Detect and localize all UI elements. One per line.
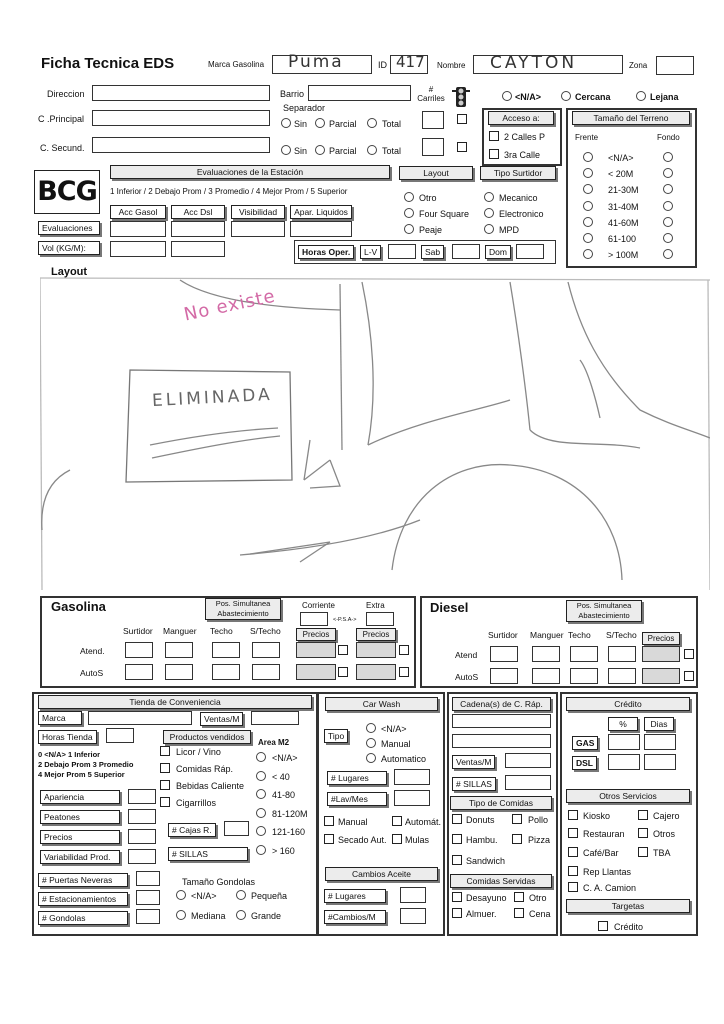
layout-opt-label-1: Four Square — [419, 209, 470, 219]
tienda-rating-field-0[interactable] — [128, 789, 156, 804]
layout-opt-radio-0[interactable] — [404, 192, 414, 202]
cw-mulas-checkbox[interactable] — [392, 834, 402, 844]
area-label-0: <N/A> — [272, 753, 298, 763]
carwash-auto-radio[interactable] — [366, 753, 376, 763]
otro-servicio-checkbox-7[interactable] — [568, 882, 578, 892]
sep2-total-label: Total — [382, 146, 402, 156]
otro-servicio-label-6: Rep Llantas — [583, 867, 632, 877]
credito-gas-pct-field[interactable] — [608, 734, 640, 750]
c-secund-label: C. Secund. — [40, 143, 85, 153]
credito-gas-dias-field[interactable] — [644, 734, 676, 750]
direccion-field[interactable] — [92, 85, 270, 101]
tienda-sillas-label: # SILLAS — [168, 847, 248, 861]
gasolina-precios-a: Precios — [296, 628, 336, 641]
gondola-na-radio[interactable] — [176, 890, 186, 900]
producto-label-2: Bebidas Caliente — [176, 781, 245, 791]
fondo-radio-0[interactable] — [663, 152, 673, 162]
tienda-scale-2: 2 Debajo Prom 3 Promedio — [38, 760, 134, 769]
area-radio-2[interactable] — [256, 789, 266, 799]
cw-secado-label: Secado Aut. — [338, 835, 387, 845]
c-secund-field[interactable] — [92, 137, 270, 153]
horas-sab-field[interactable] — [452, 244, 480, 259]
tienda-rating-label-3: Variabilidad Prod. — [40, 850, 120, 864]
gasolina-psa-label: <-P.S.A-> — [333, 617, 357, 623]
horas-lv-label: L-V — [360, 245, 381, 259]
credito-gas-label: GAS — [572, 736, 598, 750]
otro-servicio-checkbox-2[interactable] — [568, 828, 578, 838]
carwash-tipo-label: Tipo — [324, 729, 348, 743]
gasolina-extra-label: Extra — [366, 601, 385, 610]
carwash-title: Car Wash — [325, 697, 438, 711]
hambu-label: Hambu. — [466, 835, 498, 845]
vol-acc-gasol-field[interactable] — [110, 241, 166, 257]
gasolina-precio-check-1-0[interactable] — [338, 667, 348, 677]
layout-sketch — [40, 270, 710, 590]
horas-dom-field[interactable] — [516, 244, 544, 259]
surtidor-opt-radio-2[interactable] — [484, 224, 494, 234]
terreno-size-label-6: > 100M — [608, 250, 639, 261]
hambu-checkbox[interactable] — [452, 834, 462, 844]
otro-servicio-checkbox-5[interactable] — [638, 847, 648, 857]
sandwich-label: Sandwich — [466, 856, 506, 866]
otro-servicio-checkbox-3[interactable] — [638, 828, 648, 838]
cambios-lugares-field[interactable] — [400, 887, 426, 903]
eval-visibilidad-field[interactable] — [231, 221, 285, 237]
pollo-checkbox[interactable] — [512, 814, 522, 824]
diesel-pos-sim: Pos. Simultanea Abastecimiento — [566, 600, 642, 622]
otro-servicio-label-3: Otros — [653, 829, 676, 839]
sep1-total-radio[interactable] — [367, 118, 377, 128]
gasolina-precios-b: Precios — [356, 628, 396, 641]
pizza-checkbox[interactable] — [512, 834, 522, 844]
otro-servicio-checkbox-0[interactable] — [568, 810, 578, 820]
gondola-mediana-radio[interactable] — [176, 910, 186, 920]
barrio-label: Barrio — [280, 89, 305, 99]
tienda-rating-label-2: Precios — [40, 830, 120, 844]
cadenas-ventas-label: Ventas/M — [452, 755, 495, 769]
donuts-checkbox[interactable] — [452, 814, 462, 824]
gasolina-precio-check-0-1[interactable] — [399, 645, 409, 655]
otro-servicio-label-0: Kiosko — [583, 811, 611, 821]
gasolina-cell-0-2[interactable] — [212, 642, 240, 658]
carriles2-field[interactable] — [422, 138, 444, 156]
surtidor-opt-label-0: Mecanico — [499, 193, 538, 203]
cena-checkbox[interactable] — [514, 908, 524, 918]
diesel-precio-cell-0-0[interactable] — [642, 646, 680, 662]
tienda-scale-3: 4 Mejor Prom 5 Superior — [38, 770, 125, 779]
terreno-size-label-0: <N/A> — [608, 153, 634, 163]
form-title: Ficha Tecnica EDS — [41, 55, 175, 72]
estacionamientos-label: # Estacionamientos — [38, 892, 128, 906]
credito-title: Crédito — [566, 697, 690, 711]
cw-automat-label: Automát. — [405, 817, 442, 827]
otro-servicio-label-1: Cajero — [653, 811, 680, 821]
horas-lv-field[interactable] — [388, 244, 416, 259]
cw-manual-checkbox[interactable] — [324, 816, 334, 826]
bcg-logo — [34, 170, 100, 214]
sep1-sin-label: Sin — [294, 119, 308, 129]
layout-opt-radio-1[interactable] — [404, 208, 414, 218]
layout-opt-label-0: Otro — [419, 193, 437, 203]
cadenas-sillas-field[interactable] — [505, 775, 551, 790]
desayuno-label: Desayuno — [466, 893, 507, 903]
desayuno-checkbox[interactable] — [452, 892, 462, 902]
producto-checkbox-3[interactable] — [160, 797, 170, 807]
surtidor-title: Tipo Surtidor — [480, 166, 556, 180]
tienda-rating-field-2[interactable] — [128, 829, 156, 844]
sep2-total-radio[interactable] — [367, 145, 377, 155]
semaforo2-checkbox[interactable] — [457, 142, 467, 152]
gasolina-cell-1-3[interactable] — [252, 664, 280, 680]
targeta-credito-label: Crédito — [614, 922, 644, 932]
almuer-label: Almuer. — [466, 909, 497, 919]
gasolina-col-1: Manguer — [163, 626, 197, 636]
fondo-radio-4[interactable] — [663, 217, 673, 227]
layout-opt-radio-2[interactable] — [404, 224, 414, 234]
gasolina-cell-0-3[interactable] — [252, 642, 280, 658]
almuer-checkbox[interactable] — [452, 908, 462, 918]
gasolina-precio-cell-0-1[interactable] — [356, 642, 396, 658]
diesel-col-1: Manguer — [530, 630, 564, 640]
cambios-mes-field[interactable] — [400, 908, 426, 924]
otro-comida-label: Otro — [529, 893, 547, 903]
tipo-comidas-title: Tipo de Comidas — [450, 796, 552, 810]
area-label-4: 121-160 — [272, 827, 306, 837]
gasolina-precio-cell-1-0[interactable] — [296, 664, 336, 680]
horas-sab-label: Sab — [421, 245, 444, 259]
gasolina-pos-sim: Pos. Simultanea Abastecimiento — [205, 598, 281, 620]
pizza-label: Pizza — [528, 835, 551, 845]
diesel-cell-0-0[interactable] — [490, 646, 518, 662]
c-principal-field[interactable] — [92, 110, 270, 126]
calles-p-label: 2 Calles P — [504, 132, 546, 142]
diesel-cell-1-0[interactable] — [490, 668, 518, 684]
frente-radio-4[interactable] — [583, 217, 593, 227]
productos-title: Productos vendidos — [163, 730, 251, 744]
producto-checkbox-2[interactable] — [160, 780, 170, 790]
gasolina-corriente-label: Corriente — [302, 601, 335, 610]
diesel-precio-check-0-0[interactable] — [684, 649, 694, 659]
layout-opts-title: Layout — [399, 166, 473, 180]
nombre-value: CAYTON — [490, 53, 578, 73]
eval-col-acc-gasol: Acc Gasol — [110, 205, 166, 219]
horas-tienda-label: Horas Tienda — [38, 730, 97, 744]
carwash-manual-label: Manual — [381, 739, 411, 749]
no-existe-annotation: No existe — [182, 285, 278, 326]
cw-secado-checkbox[interactable] — [324, 834, 334, 844]
otro-servicio-label-2: Restauran — [583, 829, 625, 839]
tienda-rating-label-0: Apariencia — [40, 790, 120, 804]
area-label-3: 81-120M — [272, 808, 308, 819]
terreno-size-label-2: 21-30M — [608, 185, 639, 196]
cadenas-ventas-field[interactable] — [505, 753, 551, 768]
diesel-cell-0-2[interactable] — [570, 646, 598, 662]
cw-automat-checkbox[interactable] — [392, 816, 402, 826]
cw-manual-label: Manual — [338, 817, 368, 827]
cadenas-field-1[interactable] — [452, 714, 551, 728]
credito-dsl-label: DSL — [572, 756, 597, 770]
frente-radio-5[interactable] — [583, 233, 593, 243]
otro-servicio-label-7: C. A. Camion — [583, 883, 637, 893]
targeta-credito-checkbox[interactable] — [598, 921, 608, 931]
gasolina-cell-1-0[interactable] — [125, 664, 153, 680]
carwash-manual-radio[interactable] — [366, 738, 376, 748]
area-label-1: < 40 — [272, 771, 290, 782]
producto-label-1: Comidas Ráp. — [176, 764, 234, 774]
fondo-label: Fondo — [657, 133, 680, 142]
tercera-calle-label: 3ra Calle — [504, 150, 541, 160]
credito-dsl-pct-field[interactable] — [608, 754, 640, 770]
eval-apar-liquidos-field[interactable] — [290, 221, 352, 237]
diesel-row-label-0: Atend — [455, 650, 478, 660]
diesel-precio-cell-1-0[interactable] — [642, 668, 680, 684]
semaforo1-checkbox[interactable] — [457, 114, 467, 124]
frente-radio-0[interactable] — [583, 152, 593, 162]
nombre-label: Nombre — [437, 61, 466, 70]
estacionamientos-field[interactable] — [136, 890, 160, 905]
gasolina-precio-check-0-0[interactable] — [338, 645, 348, 655]
diesel-title: Diesel — [430, 600, 469, 615]
gasolina-cell-1-2[interactable] — [212, 664, 240, 680]
bcg-logo-text: BCG — [37, 176, 97, 207]
gondola-size-title: Tamaño Gondolas — [182, 877, 256, 887]
evaluaciones-title: Evaluaciones de la Estación — [110, 165, 390, 179]
diesel-row-label-1: AutoS — [455, 672, 479, 682]
gondola-pequena-radio[interactable] — [236, 890, 246, 900]
barrio-field[interactable] — [308, 85, 411, 101]
otro-servicio-checkbox-4[interactable] — [568, 847, 578, 857]
gasolina-precio-cell-1-1[interactable] — [356, 664, 396, 680]
surtidor-opt-label-1: Electronico — [499, 209, 544, 219]
horas-dom-label: Dom — [485, 245, 511, 259]
layout-section-label: Layout — [51, 266, 88, 278]
tienda-rating-label-1: Peatones — [40, 810, 120, 824]
carwash-na-radio[interactable] — [366, 723, 376, 733]
area-label-5: > 160 — [272, 845, 295, 856]
surtidor-opt-label-2: MPD — [499, 225, 519, 235]
gasolina-extra-field[interactable] — [366, 612, 394, 626]
diesel-cell-1-1[interactable] — [532, 668, 560, 684]
producto-checkbox-1[interactable] — [160, 763, 170, 773]
diesel-cell-0-1[interactable] — [532, 646, 560, 662]
tienda-scale-1: 0 <N/A> 1 Inferior — [38, 750, 101, 759]
cw-mulas-label: Mulas — [405, 835, 430, 845]
donuts-label: Donuts — [466, 815, 495, 825]
diesel-col-3: S/Techo — [606, 630, 637, 640]
comidas-servidas-title: Comidas Servidas — [450, 874, 552, 888]
sep2-parcial-label: Parcial — [329, 146, 357, 156]
eval-acc-gasol-field[interactable] — [110, 221, 166, 237]
area-title: Area M2 — [258, 738, 290, 747]
gondola-grande-label: Grande — [251, 911, 282, 921]
area-radio-3[interactable] — [256, 808, 266, 818]
gasolina-cell-0-1[interactable] — [165, 642, 193, 658]
eval-col-acc-dsl: Acc Dsl — [171, 205, 225, 219]
gondolas-label: # Gondolas — [38, 911, 128, 925]
cambios-title: Cambios Aceite — [325, 867, 438, 881]
carwash-lugares-field[interactable] — [394, 769, 430, 785]
horas-label: Horas Oper. — [298, 245, 354, 259]
horas-tienda-field[interactable] — [106, 728, 134, 743]
separador-label: Separador — [283, 103, 326, 113]
gasolina-col-3: S/Techo — [250, 626, 281, 636]
terreno-size-label-4: 41-60M — [608, 217, 639, 228]
eval-acc-dsl-field[interactable] — [171, 221, 225, 237]
gasolina-row-label-0: Atend. — [80, 646, 105, 656]
diesel-cell-0-3[interactable] — [608, 646, 636, 662]
gasolina-precio-check-1-1[interactable] — [399, 667, 409, 677]
gondola-grande-radio[interactable] — [236, 910, 246, 920]
cambios-mes-label: #Cambios/M — [324, 910, 386, 924]
gasolina-title: Gasolina — [51, 599, 106, 614]
gasolina-col-0: Surtidor — [123, 626, 153, 636]
diesel-col-0: Surtidor — [488, 630, 518, 640]
diesel-precios-a: Precios — [642, 632, 680, 645]
terreno-size-label-1: < 20M — [608, 169, 634, 180]
acceso-na-label: <N/A> — [515, 92, 542, 102]
carwash-auto-label: Automatico — [381, 754, 427, 764]
c-principal-label: C .Principal — [38, 114, 85, 124]
tienda-rating-field-3[interactable] — [128, 849, 156, 864]
cena-label: Cena — [529, 909, 551, 919]
sep1-total-label: Total — [382, 119, 402, 129]
zona-label: Zona — [629, 61, 648, 70]
surtidor-opt-radio-0[interactable] — [484, 192, 494, 202]
terreno-title: Tamaño del Terreno — [572, 111, 690, 125]
neveras-field[interactable] — [136, 871, 160, 886]
producto-label-0: Licor / Vino — [176, 747, 221, 757]
otro-servicio-checkbox-6[interactable] — [568, 866, 578, 876]
cajas-field[interactable] — [224, 821, 249, 836]
diesel-cell-1-3[interactable] — [608, 668, 636, 684]
diesel-cell-1-2[interactable] — [570, 668, 598, 684]
sep2-parcial-radio[interactable] — [315, 145, 325, 155]
fondo-radio-3[interactable] — [663, 201, 673, 211]
sep1-parcial-radio[interactable] — [315, 118, 325, 128]
carwash-lugares-label: # Lugares — [327, 771, 387, 785]
id-label: ID — [378, 60, 387, 70]
sep1-sin-radio[interactable] — [281, 118, 291, 128]
cadenas-sillas-label: # SILLAS — [452, 777, 496, 791]
gasolina-precio-cell-0-0[interactable] — [296, 642, 336, 658]
carriles1-field[interactable] — [422, 111, 444, 129]
eval-row-vol: Vol (KG/M): — [38, 241, 100, 255]
producto-label-3: Cigarrillos — [176, 798, 217, 808]
gasolina-corriente-field[interactable] — [300, 612, 328, 626]
carwash-na-label: <N/A> — [381, 724, 407, 734]
acceso-lejana-radio[interactable] — [636, 91, 646, 101]
targetas-title: Targetas — [566, 899, 690, 913]
area-label-2: 41-80 — [272, 790, 296, 800]
credito-dsl-dias-field[interactable] — [644, 754, 676, 770]
area-radio-0[interactable] — [256, 752, 266, 762]
carwash-lavmes-label: #Lav/Mes — [327, 792, 387, 806]
eval-col-apar-liquidos: Apar. Liquidos — [290, 205, 352, 219]
cajas-label: # Cajas R. — [168, 823, 216, 837]
credito-dias-label: Dias — [644, 717, 674, 731]
acceso-lejana-label: Lejana — [650, 92, 679, 102]
gasolina-row-label-1: AutoS — [80, 668, 104, 678]
tienda-title: Tienda de Conveniencia — [38, 695, 312, 709]
producto-checkbox-0[interactable] — [160, 746, 170, 756]
gondola-mediana-label: Mediana — [191, 911, 226, 921]
otro-servicio-checkbox-1[interactable] — [638, 810, 648, 820]
sep2-sin-label: Sin — [294, 146, 308, 156]
carwash-lavmes-field[interactable] — [394, 790, 430, 806]
gasolina-cell-1-1[interactable] — [165, 664, 193, 680]
eval-col-visibilidad: Visibilidad — [231, 205, 285, 219]
acceso-title: Acceso a: — [488, 111, 554, 125]
frente-radio-3[interactable] — [583, 201, 593, 211]
cambios-lugares-label: # Lugares — [324, 889, 386, 903]
tienda-marca-label: Marca — [38, 711, 82, 725]
pollo-label: Pollo — [528, 815, 549, 825]
gondola-na-label: <N/A> — [191, 891, 217, 901]
eval-row-evaluaciones: Evaluaciones — [38, 221, 100, 235]
traffic-light-icon — [452, 86, 470, 108]
area-radio-1[interactable] — [256, 771, 266, 781]
layout-opt-label-2: Peaje — [419, 225, 443, 235]
gasolina-col-2: Techo — [210, 626, 233, 636]
diesel-col-2: Techo — [568, 630, 591, 640]
terreno-size-label-5: 61-100 — [608, 234, 637, 244]
marca-label: Marca Gasolina — [208, 60, 265, 69]
marca-value: Puma — [288, 52, 344, 72]
otro-comida-checkbox[interactable] — [514, 892, 524, 902]
sep2-sin-radio[interactable] — [281, 145, 291, 155]
otros-servicios-title: Otros Servicios — [566, 789, 690, 803]
tienda-ventas-field[interactable] — [251, 711, 299, 725]
tienda-rating-field-1[interactable] — [128, 809, 156, 824]
acceso-cercana-radio[interactable] — [561, 91, 571, 101]
tienda-marca-field[interactable] — [88, 711, 192, 725]
credito-pct-label: % — [608, 717, 638, 731]
tercera-calle-checkbox[interactable] — [489, 149, 499, 159]
acceso-cercana-label: Cercana — [575, 92, 611, 102]
sep1-parcial-label: Parcial — [329, 119, 357, 129]
vol-acc-dsl-field[interactable] — [171, 241, 225, 257]
carriles-label: # Carriles — [417, 85, 445, 103]
area-radio-5[interactable] — [256, 845, 266, 855]
calles-p-checkbox[interactable] — [489, 131, 499, 141]
surtidor-opt-radio-1[interactable] — [484, 208, 494, 218]
terreno-size-label-3: 31-40M — [608, 201, 639, 212]
frente-label: Frente — [575, 133, 599, 142]
diesel-precio-check-1-0[interactable] — [684, 671, 694, 681]
otro-servicio-label-4: Café/Bar — [583, 848, 619, 858]
zona-field[interactable] — [656, 56, 694, 75]
neveras-label: # Puertas Neveras — [38, 873, 128, 887]
fondo-radio-5[interactable] — [663, 233, 673, 243]
direccion-label: Direccion — [47, 89, 85, 99]
acceso-na-radio[interactable] — [502, 91, 512, 101]
otro-servicio-label-5: TBA — [653, 848, 671, 858]
tienda-ventas-label: Ventas/M — [200, 712, 243, 726]
eliminada-annotation: ELIMINADA — [151, 384, 274, 412]
gondola-pequena-label: Pequeña — [251, 891, 288, 901]
id-value: 417 — [396, 53, 425, 71]
area-radio-4[interactable] — [256, 826, 266, 836]
cadenas-field-2[interactable] — [452, 734, 551, 748]
gasolina-cell-0-0[interactable] — [125, 642, 153, 658]
gondolas-field[interactable] — [136, 909, 160, 924]
evaluaciones-scale: 1 Inferior / 2 Debajo Prom / 3 Promedio / 4 Mejor Prom / 5 Superior — [110, 187, 348, 196]
sandwich-checkbox[interactable] — [452, 855, 462, 865]
cadenas-title: Cadena(s) de C. Ráp. — [452, 697, 551, 711]
